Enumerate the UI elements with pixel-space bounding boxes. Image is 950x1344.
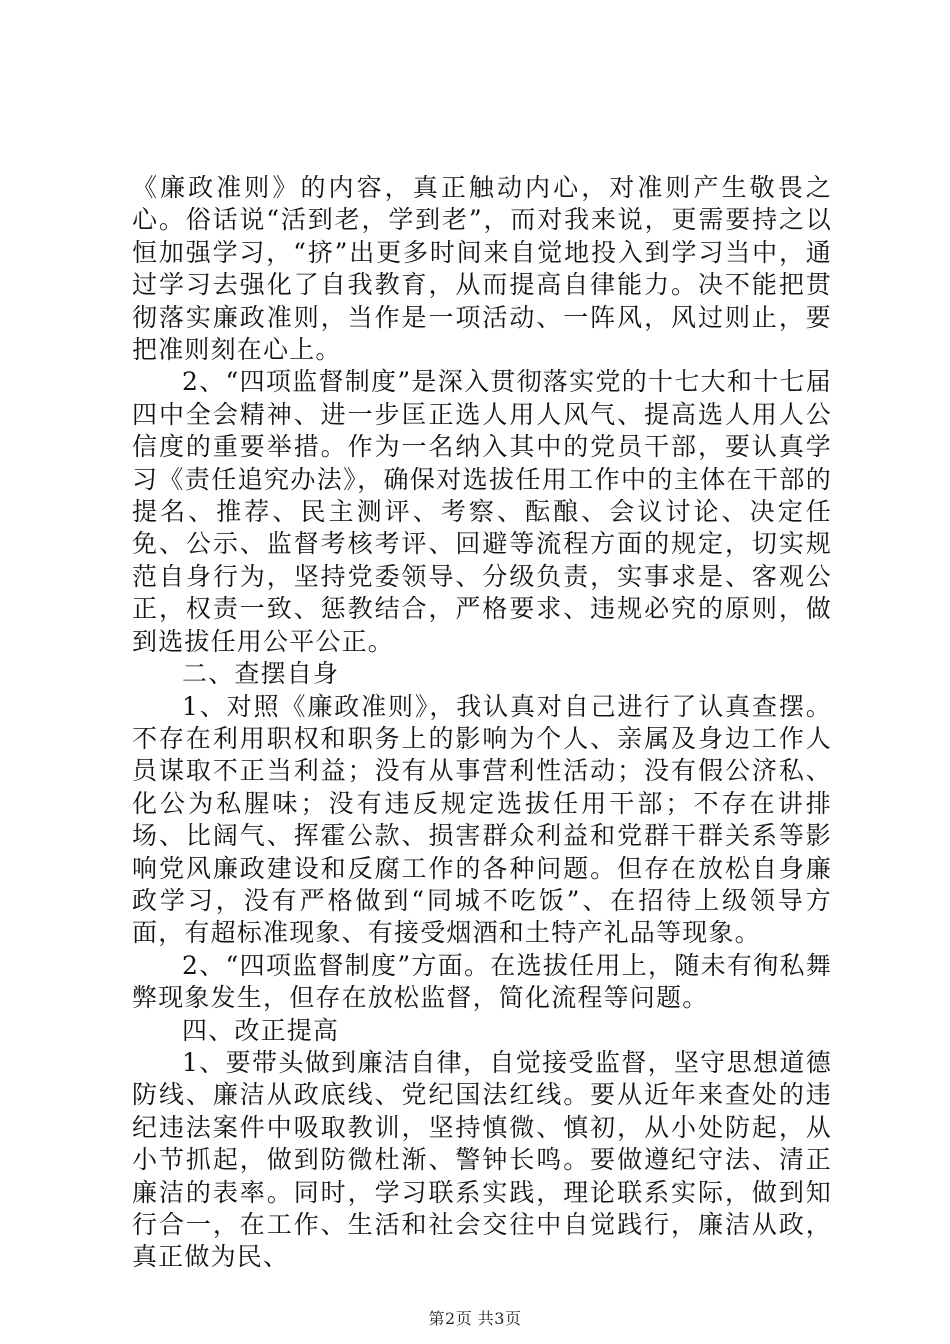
document-body [132,172,832,1274]
paragraph-1: 《廉政准则》的内容，真正触动内心，对准则产生敬畏之心。俗话说“活到老，学到老”，而对我来说，更需要持之以恒加强学习，“挤”出更多时间来自觉地投入到学习当中，通过学习去强化了自我教育，从而提高自律能力。决不能把贯彻落实廉政准则，当作是一项活动、一阵风，风过则止，要把准则刻在心上。 [132,173,832,365]
section-heading-self-check: 二、查摆自身 [182,659,340,689]
paragraph-7: 1、要带头做到廉洁自律，自觉接受监督，坚守思想道德防线、廉洁从政底线、党纪国法红线。要从近年来查处的违纪违法案件中吸取教训，坚持慎微、慎初，从小处防起，从小节抓起，做到防微杜渐、警钟长鸣。要做遵纪守法、清正廉洁的表率。同时，学习联系实践，理论联系实际，做到知行合一，在工作、生活和社会交往中自觉践行，廉洁从政，真正做为民、 [132,1047,832,1272]
paragraph-5: 2、“四项监督制度”方面。在选拔任用上，随未有徇私舞弊现象发生，但存在放松监督，简化流程等问题。 [132,950,832,1013]
paragraph-2: 2、“四项监督制度”是深入贯彻落实党的十七大和十七届四中全会精神、进一步匡正选人用人风气、提高选人用人公信度的重要举措。作为一名纳入其中的党员干部，要认真学习《责任追究办法》，确保对选拔任用工作中的主体在干部的提名、推荐、民主测评、考察、酝酿、会议讨论、决定任免、公示、监督考核考评、回避等流程方面的规定，切实规范自身行为，坚持党委领导、分级负责，实事求是、客观公正，权责一致、惩教结合，严格要求、违规必究的原则，做到选拔任用公平公正。 [132,367,832,656]
paragraph-4: 1、对照《廉政准则》，我认真对自己进行了认真查摆。不存在利用职权和职务上的影响为个人、亲属及身边工作人员谋取不正当利益；没有从事营利性活动；没有假公济私、化公为私腥味；没有违反规定选拔任用干部；不存在讲排场、比阔气、挥霍公款、损害群众利益和党群干群关系等影响党风廉政建设和反腐工作的各种问题。但存在放松自身廉政学习，没有严格做到“同城不吃饭”、在招待上级领导方面，有超标准现象、有接受烟酒和土特产礼品等现象。 [132,691,832,948]
page-footer: 第2页 共3页 [428,1309,522,1328]
section-heading-improvement: 四、改正提高 [182,1015,340,1045]
